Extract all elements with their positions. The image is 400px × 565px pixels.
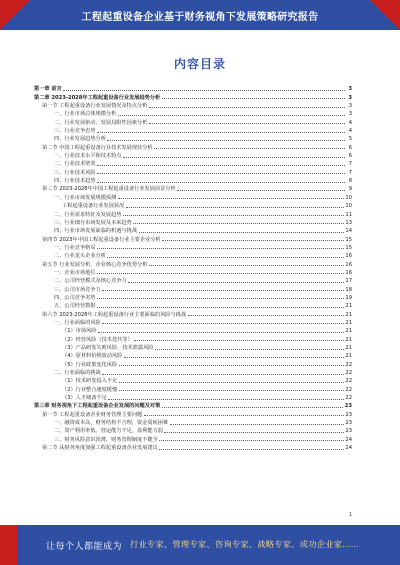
toc-entry-label: 二、行业面临的挑战 xyxy=(54,370,101,377)
toc-entry-label: 三、行业技术风险 xyxy=(54,169,96,176)
toc-leader-dots xyxy=(154,148,344,149)
toc-entry[interactable] xyxy=(34,393,352,401)
toc-entry-label: 第六节 2023-2028年工程起重设备行业主要面临的风险与挑战 xyxy=(42,311,187,318)
report-title: 工程起重设备企业基于财务视角下发展策略研究报告 xyxy=(81,12,319,23)
toc-entry-page: 13 xyxy=(345,219,352,226)
toc-entry[interactable] xyxy=(34,109,352,117)
toc-entry-label: 三、行业竞争态势 xyxy=(54,128,96,135)
toc-entry[interactable] xyxy=(34,84,352,92)
toc-entry[interactable] xyxy=(34,276,352,284)
toc-leader-dots xyxy=(149,107,345,108)
toc-leader-dots xyxy=(123,157,345,158)
toc-entry-page: 3 xyxy=(348,111,352,118)
toc-leader-dots xyxy=(188,315,344,316)
toc-entry-page: 22 xyxy=(345,386,352,393)
toc-leader-dots xyxy=(139,232,344,233)
toc-entry[interactable] xyxy=(34,92,352,100)
toc-entry-label: 第三节 2023-2028年中国工程起重设备行业发展前景分析 xyxy=(42,186,176,193)
toc-entry-page: 7 xyxy=(348,161,352,168)
toc-entry-label: 一、企业市场地位 xyxy=(54,269,96,276)
toc-entry-page: 23 xyxy=(345,420,352,427)
toc-entry-label: 第五节 行业发展分析、企业核心竞争优势分析 xyxy=(42,261,148,268)
toc-entry[interactable] xyxy=(34,151,352,159)
toc-entry-page: 10 xyxy=(345,194,352,201)
toc-leader-dots xyxy=(108,399,344,400)
page-number: 1 xyxy=(348,512,352,518)
toc-entry-label: 四、公司竞争劣势 xyxy=(54,294,96,301)
toc-entry-label: 五、公司经营数据 xyxy=(54,303,96,310)
toc-entry-label: （3）人才储备不足 xyxy=(62,395,107,402)
toc-entry-label: 四、行业技术趋势 xyxy=(54,178,96,185)
toc-entry[interactable] xyxy=(34,167,352,175)
toc-entry[interactable] xyxy=(34,243,352,251)
toc-leader-dots xyxy=(162,240,344,241)
toc-leader-dots xyxy=(98,332,344,333)
toc-entry[interactable] xyxy=(34,318,352,326)
toc-entry-label: 二、行业发展驱动、发展局限性因素分析 xyxy=(54,119,148,126)
toc-entry[interactable] xyxy=(34,368,352,376)
toc-entry-label: 第一节 工程起重设备企业财务管理主要问题 xyxy=(42,411,143,418)
toc-entry-label: 第二章 2023-2028年工程起重设备行业发展趋势分析 xyxy=(34,94,161,101)
toc-entry-label: 四、行业发展趋势分析 xyxy=(54,136,106,143)
toc-leader-dots xyxy=(123,215,344,216)
toc-leader-dots xyxy=(164,432,343,433)
toc-entry-page: 23 xyxy=(345,428,352,435)
toc-leader-dots xyxy=(119,382,344,383)
toc-entry[interactable] xyxy=(34,359,352,367)
toc-leader-dots xyxy=(170,424,344,425)
toc-entry-page: 6 xyxy=(348,153,352,160)
toc-leader-dots xyxy=(134,340,344,341)
toc-leader-dots xyxy=(159,449,344,450)
toc-entry-label: 三、公司市场竞争力 xyxy=(54,286,101,293)
toc-leader-dots xyxy=(162,98,345,99)
toc-leader-dots xyxy=(97,307,344,308)
toc-entry[interactable] xyxy=(34,268,352,276)
toc-entry-page: 11 xyxy=(345,211,352,218)
toc-leader-dots xyxy=(149,265,344,266)
toc-heading: 内容目录 xyxy=(173,57,226,71)
toc-entry-page: 16 xyxy=(345,261,352,268)
toc-entry-label: （1）市场风险 xyxy=(62,328,97,335)
toc-leader-dots xyxy=(107,257,344,258)
toc-entry[interactable] xyxy=(34,384,352,392)
toc-leader-dots xyxy=(149,123,345,124)
toc-entry-page: 15 xyxy=(345,236,352,243)
toc-entry-label: 第二节 从财务角度加强工程起重设备企业发展建议 xyxy=(42,445,158,452)
toc-entry-label: 第四节 2023年中国工程起重设备行业主要企业分析 xyxy=(42,236,161,243)
toc-leader-dots xyxy=(124,357,344,358)
toc-entry[interactable] xyxy=(34,142,352,150)
toc-entry[interactable] xyxy=(34,201,352,209)
toc-entry-page: 22 xyxy=(345,378,352,385)
toc-leader-dots xyxy=(119,390,344,391)
toc-entry[interactable] xyxy=(34,101,352,109)
footer-red-bar xyxy=(0,525,18,565)
toc-entry[interactable] xyxy=(34,251,352,259)
toc-entry-page: 6 xyxy=(348,144,352,151)
toc-entry-label: （5）行业政策变化风险 xyxy=(62,361,118,368)
toc-entry-page: 4 xyxy=(348,128,352,135)
page-footer xyxy=(0,525,400,565)
toc-entry-page: 14 xyxy=(345,228,352,235)
toc-entry-page: 22 xyxy=(345,395,352,402)
toc-entry-page: 22 xyxy=(345,370,352,377)
toc-entry[interactable] xyxy=(34,326,352,334)
toc-entry-page: 18 xyxy=(345,286,352,293)
toc-entry[interactable] xyxy=(34,134,352,142)
toc-entry[interactable] xyxy=(34,126,352,134)
toc-leader-dots xyxy=(97,173,344,174)
toc-leader-dots xyxy=(119,365,344,366)
toc-leader-dots xyxy=(126,207,344,208)
toc-entry-page: 19 xyxy=(345,294,352,301)
toc-entry[interactable] xyxy=(34,159,352,167)
toc-leader-dots xyxy=(107,140,344,141)
toc-leader-dots xyxy=(63,90,344,91)
toc-entry-label: 一、行业市场总体规模分析 xyxy=(54,111,117,118)
toc-leader-dots xyxy=(97,182,344,183)
toc-entry[interactable] xyxy=(34,351,352,359)
toc-leader-dots xyxy=(97,132,344,133)
toc-entry[interactable] xyxy=(34,443,352,451)
toc-entry-label: 工程起重设备行业发展状况 xyxy=(62,203,125,210)
toc-leader-dots xyxy=(128,282,344,283)
toc-leader-dots xyxy=(97,165,344,166)
toc-entry-label: 第三章 财务视角下工程起重设备企业发展的问题及对策 xyxy=(34,403,161,410)
toc-entry-page: 21 xyxy=(345,345,352,351)
toc-entry-label: 三、行业细分市场发展及未来趋势 xyxy=(54,219,132,226)
toc-entry-page: 21 xyxy=(345,336,352,343)
toc-entry-page: 16 xyxy=(345,253,352,260)
toc-entry-page: 23 xyxy=(344,403,352,410)
toc-entry-label: 第二节 中国工程起重设备行业技术发展现状分析 xyxy=(42,144,153,151)
toc-leader-dots xyxy=(177,190,344,191)
toc-entry[interactable] xyxy=(34,434,352,442)
toc-entry-label: 二、行业技术壁垒 xyxy=(54,161,96,168)
toc-leader-dots xyxy=(155,349,344,350)
toc-leader-dots xyxy=(118,115,345,116)
toc-entry-page: 24 xyxy=(345,436,352,443)
toc-entry-label: 二、公司经营模式及核心竞争力 xyxy=(54,278,127,285)
toc-entry[interactable] xyxy=(34,209,352,217)
toc-entry-label: （3）产品研发失败风险、技术泄露风险 xyxy=(62,345,154,351)
toc-leader-dots xyxy=(144,415,344,416)
toc-entry-label: 一、行业面临的风险 xyxy=(54,319,101,326)
toc-entry[interactable] xyxy=(34,334,352,342)
toc-leader-dots xyxy=(102,290,344,291)
toc-leader-dots xyxy=(97,273,344,274)
toc-entry[interactable] xyxy=(34,259,352,267)
toc-leader-dots xyxy=(102,374,344,375)
toc-leader-dots xyxy=(97,298,344,299)
toc-entry-page: 21 xyxy=(345,353,352,360)
footer-slogan-left: 让每个人都能成为 xyxy=(46,542,123,552)
toc-entry-label: 二、资产利用率低，营运能力不足，盈利能力弱 xyxy=(54,428,163,435)
toc-entry-page: 4 xyxy=(348,119,352,126)
toc-leader-dots xyxy=(162,407,343,408)
toc-entry-label: 一、行业技术水平和技术特点 xyxy=(54,153,122,160)
toc-entry[interactable] xyxy=(34,301,352,309)
toc-entry-page: 17 xyxy=(345,278,352,285)
toc-entry-page: 16 xyxy=(345,269,352,276)
toc-entry-page: 15 xyxy=(345,244,352,251)
toc-leader-dots xyxy=(102,323,344,324)
toc-entry-page: 9 xyxy=(348,186,352,193)
toc-entry-page: 7 xyxy=(348,169,352,176)
toc-entry[interactable] xyxy=(34,184,352,192)
toc-entry-label: 第一节 工程起重设备行业发展情况及特点分析 xyxy=(42,103,148,110)
toc-entry[interactable] xyxy=(34,309,352,317)
toc-entry-label: （2）行业整合速度缓慢 xyxy=(62,386,118,393)
toc-entry[interactable] xyxy=(34,234,352,242)
toc-entry-label: 二、行业需求特征及发展趋势 xyxy=(54,211,122,218)
toc-entry-label: （4）原材料价格波动风险 xyxy=(62,353,123,360)
toc-entry-page: 8 xyxy=(348,178,352,185)
toc-entry[interactable] xyxy=(34,409,352,417)
toc-entry[interactable] xyxy=(34,284,352,292)
toc-entry-label: 四、行业市场发展面临的机遇与挑战 xyxy=(54,228,138,235)
toc-entry-page: 21 xyxy=(345,319,352,326)
toc-entry[interactable] xyxy=(34,218,352,226)
toc-entry[interactable] xyxy=(34,426,352,434)
toc-entry-label: （2）经营风险（技术迭代等） xyxy=(62,336,133,343)
toc-entry-label: 二、行业龙头企业分析 xyxy=(54,253,106,260)
toc-leader-dots xyxy=(159,440,344,441)
toc-entry-label: 一、行业市场发展规模预测 xyxy=(54,194,117,201)
toc-entry[interactable] xyxy=(34,192,352,200)
toc-entry-page: 21 xyxy=(345,311,352,318)
toc-leader-dots xyxy=(118,198,344,199)
toc-entry-page: 3 xyxy=(348,86,352,93)
toc-entry[interactable] xyxy=(34,343,352,351)
toc-entry[interactable] xyxy=(34,226,352,234)
toc-entry-page: 21 xyxy=(345,303,352,310)
page-header xyxy=(0,0,400,30)
toc-entry-page: 3 xyxy=(348,103,352,110)
toc-entry[interactable] xyxy=(34,293,352,301)
table-of-contents xyxy=(34,84,352,451)
toc-entry-label: 第一章 前言 xyxy=(34,86,62,93)
toc-entry-label: 三、财务风险意识淡薄，财务管理制度不健全 xyxy=(54,436,158,443)
toc-entry-page: 22 xyxy=(345,361,352,368)
toc-entry-page: 24 xyxy=(345,445,352,452)
toc-entry-label: （1）技术研发投入不足 xyxy=(62,378,118,385)
toc-entry-page: 3 xyxy=(348,94,352,101)
toc-entry-page: 23 xyxy=(345,411,352,418)
toc-entry-page: 10 xyxy=(345,203,352,210)
toc-entry-page: 5 xyxy=(348,136,352,143)
toc-entry-label: 一、行业竞争格局 xyxy=(54,244,96,251)
toc-entry[interactable] xyxy=(34,401,352,409)
toc-entry-label: 一、融资成本高，财务结构不合理，资金周转困难 xyxy=(54,420,169,427)
header-red-corner-right xyxy=(370,0,400,30)
toc-entry[interactable] xyxy=(34,176,352,184)
toc-leader-dots xyxy=(133,223,344,224)
toc-entry-page: 21 xyxy=(345,328,352,335)
toc-entry[interactable] xyxy=(34,418,352,426)
footer-slogan-right: 行业专家、管理专家、咨询专家、战略专家、成功企业家…… xyxy=(130,539,360,549)
toc-entry[interactable] xyxy=(34,376,352,384)
toc-entry[interactable] xyxy=(34,117,352,125)
toc-leader-dots xyxy=(97,248,344,249)
